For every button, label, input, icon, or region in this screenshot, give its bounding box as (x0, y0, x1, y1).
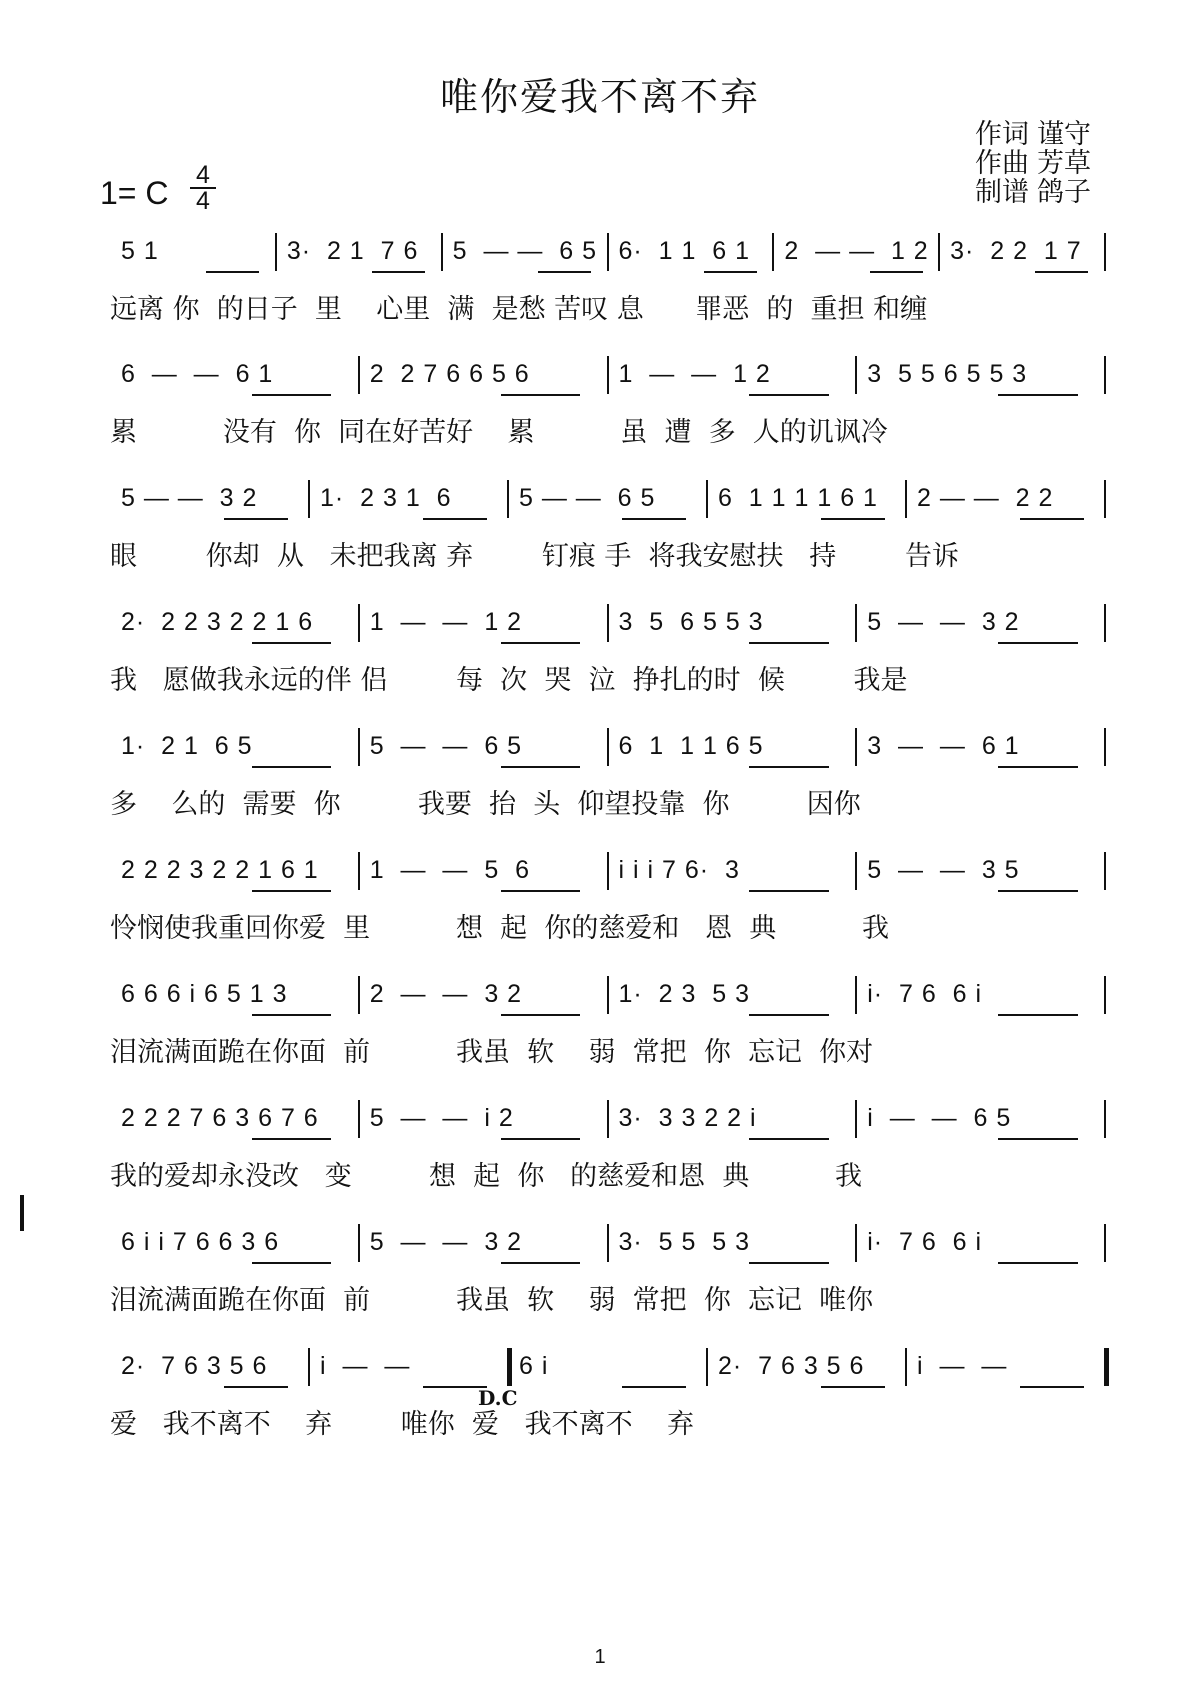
beam-underline (501, 394, 581, 396)
barline (1104, 728, 1106, 766)
beam-underline (252, 890, 332, 892)
lyrics-text: 远离 你 的日子 里 心里 满 是愁 苦叹 息 罪恶 的 重担 和缠 (110, 294, 928, 325)
lyrics-row (0, 1030, 1200, 1070)
barline (607, 728, 609, 766)
measure-notes: 2 2 7 6 6 5 6 (369, 360, 530, 388)
barline (1104, 976, 1106, 1014)
lyrics-row (0, 782, 1200, 822)
score-system (0, 233, 1200, 343)
measure-notes: 1· 2 1 6 5 (121, 732, 253, 760)
measure-notes: i· 7 6 6 i (867, 1228, 983, 1256)
barline (607, 1100, 609, 1138)
measure-notes: 1· 2 3 1 6 (320, 484, 452, 512)
beam-underline (252, 1262, 332, 1264)
measure-notes: 1 — — 1 2 (369, 608, 523, 636)
beam-underline (622, 518, 686, 520)
lyrics-text: 我 愿做我永远的伴 侣 每 次 哭 泣 挣扎的时 候 我是 (110, 665, 908, 696)
measure-notes: 2· 7 6 3 5 6 (718, 1352, 865, 1380)
beam-underline (252, 1014, 332, 1016)
barline (607, 356, 609, 394)
key-signature: 1= C (100, 175, 169, 211)
barline (358, 1100, 360, 1138)
measure-notes: 3· 2 1 7 6 (286, 237, 419, 265)
measure-notes: 5 — — 6 5 (519, 484, 656, 512)
beam-underline (206, 271, 259, 273)
barline (607, 604, 609, 642)
beam-underline (998, 394, 1078, 396)
song-title: 唯你爱我不离不弃 (439, 75, 760, 119)
barline (358, 356, 360, 394)
beam-underline (423, 518, 487, 520)
beam-underline (1020, 1386, 1084, 1388)
notes-row (0, 976, 1200, 1026)
score-system (0, 1348, 1200, 1458)
credit-role: 制谱 (975, 177, 1029, 208)
measure-notes: i — — (917, 1352, 1008, 1380)
notes-row (0, 1100, 1200, 1150)
barline (441, 233, 443, 271)
beam-underline (749, 1138, 829, 1140)
score-system (0, 976, 1200, 1086)
measure-notes: 6 1 1 1 1 6 1 (718, 484, 878, 512)
measure-notes: 2 — — 2 2 (917, 484, 1054, 512)
lyrics-row (0, 658, 1200, 698)
beam-underline (998, 1014, 1078, 1016)
beam-underline (821, 1386, 885, 1388)
credit-role: 作曲 (975, 148, 1029, 179)
final-barline (507, 1348, 512, 1386)
score-system (0, 728, 1200, 838)
lyrics-text: 怜悯使我重回你爱 里 想 起 你的慈爱和 恩 典 我 (110, 913, 890, 944)
barline (607, 852, 609, 890)
measure-notes: 5 1 (121, 237, 159, 265)
time-signature (190, 161, 216, 215)
barline (938, 233, 940, 271)
notes-row (0, 604, 1200, 654)
final-barline (1104, 1348, 1109, 1386)
beam-underline (252, 394, 332, 396)
beam-underline (622, 1386, 686, 1388)
barline (855, 604, 857, 642)
measure-notes: 6 i (519, 1352, 549, 1380)
barline (855, 356, 857, 394)
beam-underline (224, 518, 288, 520)
barline (1104, 852, 1106, 890)
lyrics-row (0, 1154, 1200, 1194)
barline (855, 1100, 857, 1138)
measure-notes: 3· 2 2 1 7 (950, 237, 1082, 265)
measure-notes: 5 — — 3 2 (867, 608, 1020, 636)
barline (855, 852, 857, 890)
measure-notes: i· 7 6 6 i (867, 980, 983, 1008)
lyrics-row (0, 906, 1200, 946)
notes-row (0, 233, 1200, 283)
beam-underline (1020, 518, 1084, 520)
measure-notes: 5 — — 3 2 (369, 1228, 523, 1256)
barline (358, 728, 360, 766)
measure-notes: i — — (320, 1352, 411, 1380)
measure-notes: 2 — — 1 2 (784, 237, 929, 265)
measure-notes: 1· 2 3 5 3 (618, 980, 751, 1008)
lyrics-text: 多 么的 需要 你 我要 抬 头 仰望投靠 你 因你 (110, 789, 861, 820)
score-system (0, 356, 1200, 466)
barline (905, 1348, 907, 1386)
measure-notes: 2· 2 2 3 2 2 1 6 (121, 608, 314, 636)
notes-row (0, 356, 1200, 406)
measure-notes: 3· 5 5 5 3 (618, 1228, 751, 1256)
beam-underline (749, 1014, 829, 1016)
lyrics-text: 泪流满面跪在你面 前 我虽 软 弱 常把 你 忘记 你对 (110, 1037, 874, 1068)
credits-block (975, 120, 1091, 207)
score-system (0, 1100, 1200, 1210)
notes-row (0, 852, 1200, 902)
barline (706, 480, 708, 518)
measure-notes: 3· 3 3 2 2 i (618, 1104, 757, 1132)
credit-name: 芳草 (1037, 148, 1091, 179)
barline (855, 976, 857, 1014)
beam-underline (1035, 271, 1088, 273)
beam-underline (252, 642, 332, 644)
lyrics-row (0, 1278, 1200, 1318)
beam-underline (501, 642, 581, 644)
measure-notes: 5 — — 6 5 (452, 237, 598, 265)
notes-row (0, 728, 1200, 778)
barline (905, 480, 907, 518)
barline (1104, 356, 1106, 394)
lyrics-text: 我的爱却永没改 变 想 起 你 的慈爱和恩 典 我 (110, 1161, 863, 1192)
lyrics-row (0, 1402, 1200, 1442)
beam-underline (749, 1262, 829, 1264)
measure-notes: 5 — — 3 2 (121, 484, 258, 512)
measure-notes: 5 — — i 2 (369, 1104, 514, 1132)
barline (308, 1348, 310, 1386)
beam-underline (501, 1138, 581, 1140)
barline (358, 976, 360, 1014)
beam-underline (372, 271, 425, 273)
beam-underline (998, 766, 1078, 768)
barline (1104, 1100, 1106, 1138)
measure-notes: 2· 7 6 3 5 6 (121, 1352, 268, 1380)
lyrics-text: 累 没有 你 同在好苦好 累 虽 遭 多 人的讥讽冷 (110, 417, 888, 448)
lyrics-text: 眼 你却 从 未把我离 弃 钉痕 手 将我安慰扶 持 告诉 (110, 541, 959, 572)
beam-underline (501, 890, 581, 892)
barline (308, 480, 310, 518)
beam-underline (501, 1014, 581, 1016)
score-system (0, 604, 1200, 714)
beam-underline (252, 1138, 332, 1140)
barline (855, 728, 857, 766)
barline (855, 1224, 857, 1262)
measure-notes: 5 — — 6 5 (369, 732, 523, 760)
barline (358, 852, 360, 890)
measure-notes: 6 — — 6 1 (121, 360, 274, 388)
credit-name: 鸽子 (1037, 177, 1091, 208)
lyrics-row (0, 287, 1200, 327)
notes-row (0, 480, 1200, 530)
beam-underline (501, 1262, 581, 1264)
beam-underline (870, 271, 923, 273)
measure-notes: 6 6 6 i 6 5 1 3 (121, 980, 288, 1008)
barline (1104, 1224, 1106, 1262)
credit-lyricist (975, 120, 1091, 149)
beam-underline (704, 271, 757, 273)
lyrics-text: 爱 我不离不 弃 唯你 爱 我不离不 弃 (110, 1409, 694, 1440)
credit-name: 谨守 (1037, 119, 1091, 150)
measure-notes: 6· 1 1 6 1 (618, 237, 751, 265)
beam-underline (538, 271, 591, 273)
beam-underline (224, 1386, 288, 1388)
measure-notes: 6 1 1 1 6 5 (618, 732, 764, 760)
barline (772, 233, 774, 271)
beam-underline (501, 766, 581, 768)
lyrics-row (0, 534, 1200, 574)
measure-notes: 5 — — 3 5 (867, 856, 1020, 884)
measure-notes: i i i 7 6· 3 (618, 856, 740, 884)
measure-notes: 1 — — 5 6 (369, 856, 531, 884)
beam-underline (749, 394, 829, 396)
beam-underline (998, 890, 1078, 892)
notes-row (0, 1348, 1200, 1398)
barline (1104, 480, 1106, 518)
notes-row (0, 1224, 1200, 1274)
beam-underline (749, 642, 829, 644)
measure-notes: 3 — — 6 1 (867, 732, 1020, 760)
measure-notes: 6 i i 7 6 6 3 6 (121, 1228, 280, 1256)
barline (1104, 604, 1106, 642)
barline (607, 976, 609, 1014)
measure-notes: 2 2 2 7 6 3 6 7 6 (121, 1104, 319, 1132)
beam-underline (252, 766, 332, 768)
lyrics-row (0, 410, 1200, 450)
barline (607, 1224, 609, 1262)
lyrics-text: 泪流满面跪在你面 前 我虽 软 弱 常把 你 忘记 唯你 (110, 1285, 874, 1316)
measure-notes: 2 2 2 3 2 2 1 6 1 (121, 856, 319, 884)
beam-underline (821, 518, 885, 520)
beam-underline (998, 1262, 1078, 1264)
measure-notes: 3 5 6 5 5 3 (618, 608, 764, 636)
barline (358, 604, 360, 642)
beam-underline (998, 642, 1078, 644)
measure-notes: i — — 6 5 (867, 1104, 1012, 1132)
beam-underline (998, 1138, 1078, 1140)
beam-underline (749, 766, 829, 768)
credit-composer (975, 149, 1091, 178)
barline (1104, 233, 1106, 271)
score-system (0, 1224, 1200, 1334)
credit-role: 作词 (975, 119, 1029, 150)
page-number: 1 (594, 1646, 606, 1668)
barline (275, 233, 277, 271)
score-system (0, 852, 1200, 962)
barline (507, 480, 509, 518)
credit-arranger (975, 178, 1091, 207)
time-signature-top: 4 (196, 161, 210, 189)
barline (358, 1224, 360, 1262)
beam-underline (749, 890, 829, 892)
measure-notes: 2 — — 3 2 (369, 980, 523, 1008)
measure-notes: 3 5 5 6 5 5 3 (867, 360, 1028, 388)
time-signature-bottom: 4 (196, 187, 210, 215)
dc-mark: D.C (478, 1386, 518, 1410)
score-system (0, 480, 1200, 590)
measure-notes: 1 — — 1 2 (618, 360, 771, 388)
barline (706, 1348, 708, 1386)
barline (607, 233, 609, 271)
